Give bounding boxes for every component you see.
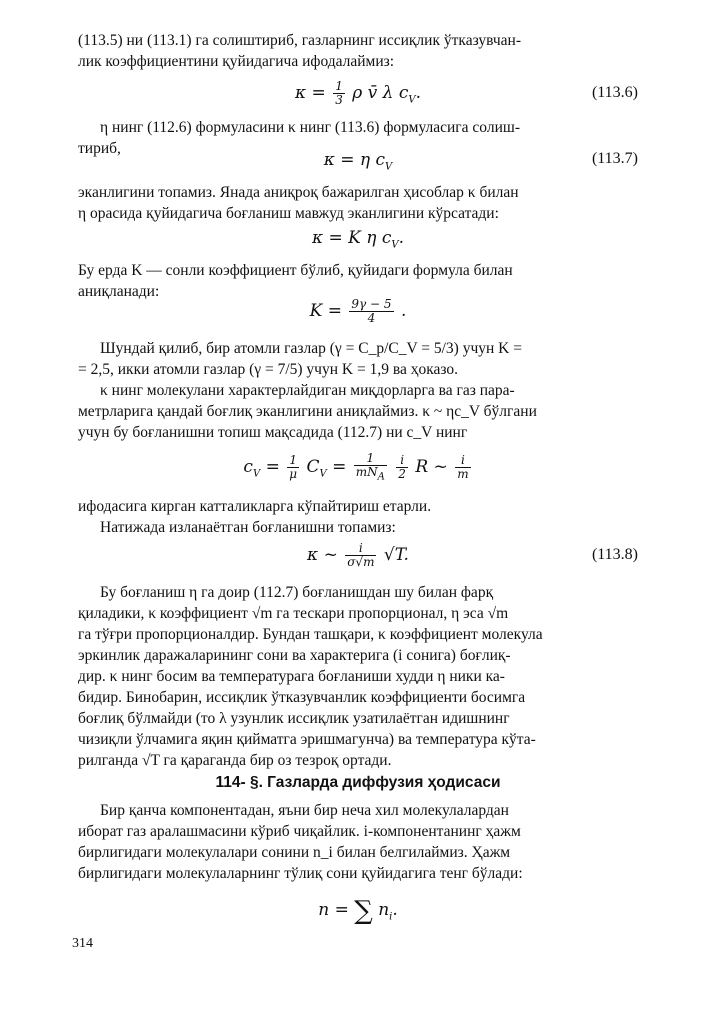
text-line: қиладики, κ коэффициент √m га тескари пропорционал, η эса √m <box>78 605 509 622</box>
text-line: боғлиқ бўлмайди (то λ узунлик иссиқлик узатилаётган идишнинг <box>78 710 510 727</box>
equation-113-6: κ = $\frac{1}{3}$ ρ v̄ λ $c_V$. (113.6) <box>295 79 638 107</box>
equation-k-eta: κ = K η $c_V$. <box>311 228 405 251</box>
text-line: эркинлик даражаларининг сони ва характерига (i сонига) боғлиқ- <box>78 647 511 664</box>
equation-cv-chain: $c_V$ = $\frac{1}{\mu}$ $C_V$ = $\frac{1}{mN_A}$ $\frac{i}{2}$ R ~ $\frac{i}{m}$ <box>243 451 469 483</box>
text-line: κ нинг молекулани характерлайдиган миқдорларга ва газ пара- <box>100 382 515 399</box>
text-line: Бу боғланиш η га доир (112.7) боғланишдан шу билан фарқ <box>100 584 494 601</box>
text-line: η нинг (112.6) формуласини κ нинг (113.6) формуласига солиш- <box>100 119 520 136</box>
text-line: га тўғри пропорционалдир. Бундан ташқари, κ коэффициент молекула <box>78 626 543 643</box>
text-line: эканлигини топамиз. Янада аниқроқ бажарилган ҳисоблар κ билан <box>78 184 519 201</box>
text-line: учун бу боғланишни топиш мақсадида (112.7) ни c_V нинг <box>78 424 468 441</box>
text-line: Шундай қилиб, бир атомли газлар (γ = C_p/C_V = 5/3) учун K = <box>100 340 522 357</box>
text-line: Бу ерда K — сонли коэффициент бўлиб, қуйидаги формула билан <box>78 262 513 279</box>
eq-lhs: κ = <box>295 83 326 103</box>
equation-113-8: κ ~ $\frac{i}{\sigma√m}$ √T. (113.8) <box>307 541 638 569</box>
paragraph-3 <box>78 182 638 224</box>
text-line: (113.5) ни (113.1) га солиштириб, газларнинг иссиқлик ўтказувчан- <box>78 32 521 49</box>
equation-number: (113.7) <box>591 150 638 167</box>
text-line: иборат газ аралашмасини кўриб чиқайлик. i-компонентанинг ҳажм <box>78 823 521 840</box>
page-number: 314 <box>72 936 93 951</box>
equation-number: (113.6) <box>591 84 638 101</box>
eq-rhs: ρ v̄ λ c <box>352 83 409 103</box>
text-line: Натижада изланаётган боғланишни топамиз: <box>100 519 396 536</box>
text-line: чизиқли ўлчамига яқин қийматга эришмагунча) ва температура кўта- <box>78 731 536 748</box>
paragraph-8 <box>78 800 638 884</box>
text-line: тириб, <box>78 140 121 157</box>
equation-sum: n = ∑ $n_i$. <box>318 896 398 926</box>
text-line: дир. κ нинг босим ва температурага боғланиши худди η ники ка- <box>78 668 505 685</box>
paragraph-7 <box>78 582 638 771</box>
text-line: η орасида қуйидагича боғланиш мавжуд эканлигини кўрсатади: <box>78 205 499 222</box>
equation-number: (113.8) <box>591 546 638 563</box>
paragraph-1 <box>78 30 638 72</box>
text-line: лик коэффициентини қуйидагича ифодалаймиз: <box>78 53 395 70</box>
fraction: $\frac{1}{3}$ <box>335 79 343 107</box>
text-line: бирлигидаги молекулалари сонини n_i билан белгилаймиз. Ҳажм <box>78 844 511 861</box>
text-line: ифодасига кирган катталикларга кўпайтириш етарли. <box>78 498 432 515</box>
section-heading: 114- §. Газларда диффузия ҳодисаси <box>215 774 501 791</box>
equation-k-gamma: K = $\frac{9\gamma - 5}{4}$ . <box>309 297 407 325</box>
equation-113-7: κ = η $c_V$ (113.7) <box>323 150 638 173</box>
paragraph-5 <box>78 338 638 443</box>
text-line: = 2,5, икки атомли газлар (γ = 7/5) учун K = 1,9 ва ҳоказо. <box>78 361 459 378</box>
paragraph-6 <box>78 496 638 538</box>
text-line: метрларига қандай боғлиқ эканлигини аниқлаймиз. κ ~ ηc_V бўлгани <box>78 403 537 420</box>
text-line: бирлигидаги молекулаларнинг тўлиқ сони қуйидагига тенг бўлади: <box>78 865 523 882</box>
fraction: $\frac{9\gamma - 5}{4}$ <box>351 297 392 325</box>
text-line: Бир қанча компонентадан, яъни бир неча хил молекулалардан <box>100 802 509 819</box>
text-line: бидир. Бинобарин, иссиқлик ўтказувчанлик коэффициенти босимга <box>78 689 526 706</box>
text-line: аниқланади: <box>78 283 160 300</box>
text-line: рилганда √T га қараганда бир оз тезроқ ортади. <box>78 752 392 769</box>
